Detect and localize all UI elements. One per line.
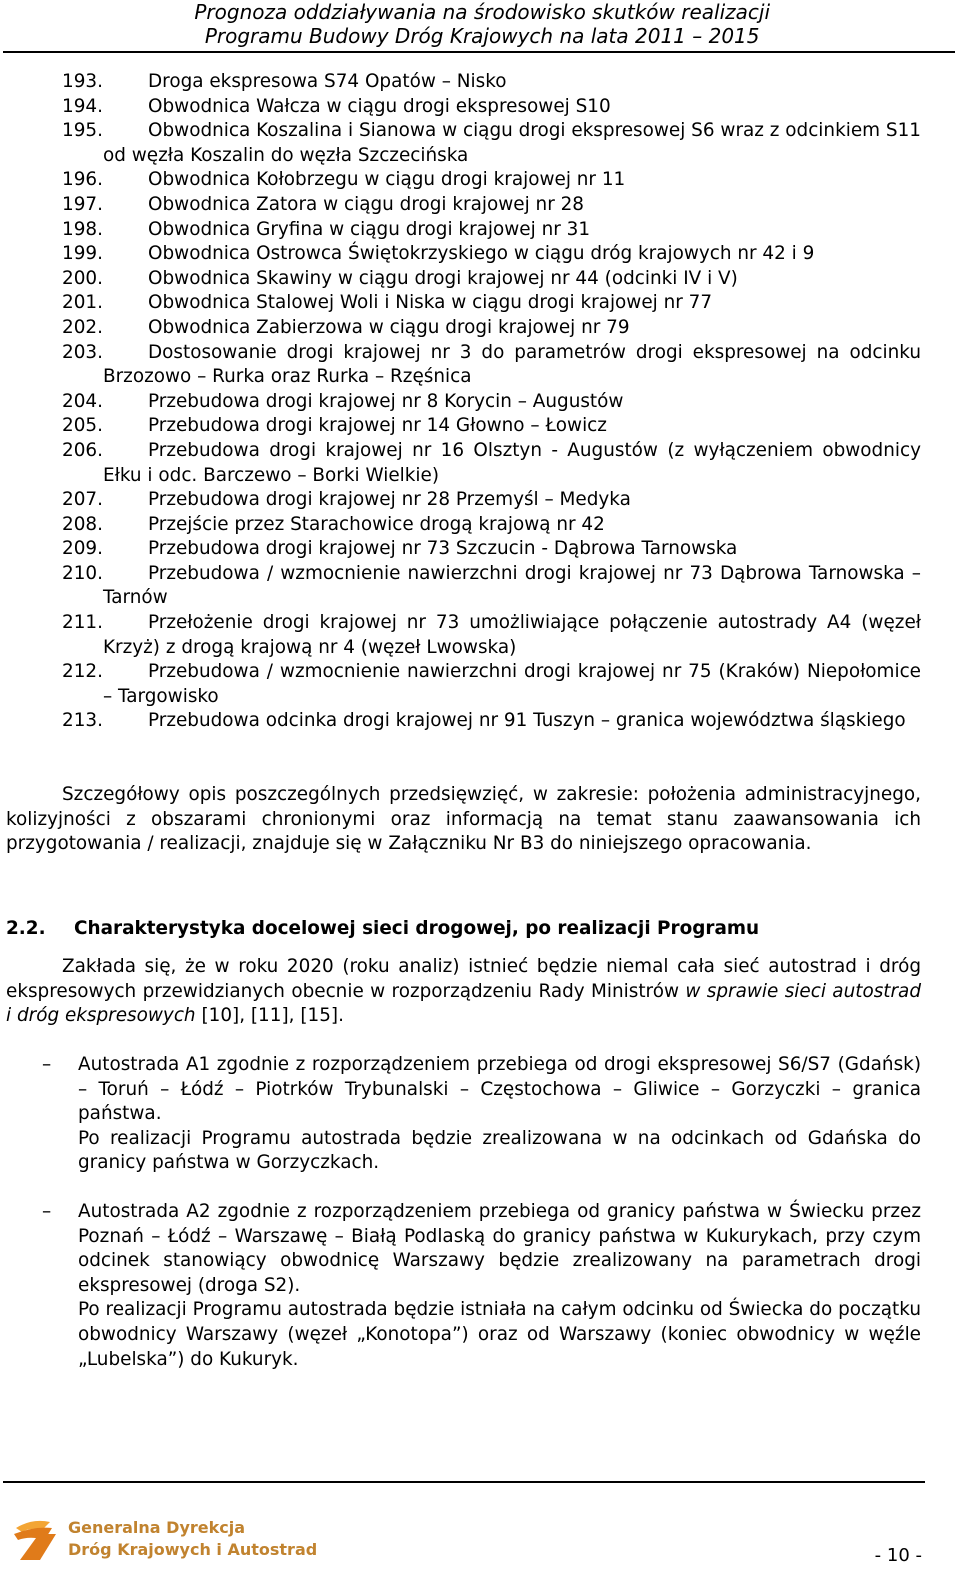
list-item-text: Obwodnica Stalowej Woli i Niska w ciągu drogi krajowej nr 77: [148, 292, 713, 314]
list-item-number: 203.: [62, 341, 103, 363]
list-item-text: Przełożenie drogi krajowej nr 73 umożliwiające połączenie autostrady A4 (węzeł Krzyż) z drogą krajową nr 4 (węzeł Lwowska): [103, 612, 921, 658]
list-item-text: Przebudowa drogi krajowej nr 16 Olsztyn - Augustów (z wyłączeniem obwodnicy Ełku i odc. Barczewo – Borki Wielkie): [103, 439, 921, 486]
footer-divider: [3, 1481, 925, 1483]
list-item: [0, 611, 921, 660]
list-item: [0, 291, 921, 316]
logo-line-1: Generalna Dyrekcja: [68, 1518, 246, 1537]
list-item: [0, 709, 921, 734]
list-item: [0, 341, 921, 390]
list-item-text: Przebudowa drogi krajowej nr 73 Szczucin - Dąbrowa Tarnowska: [148, 538, 738, 560]
section-number: 2.2.: [6, 918, 46, 939]
list-item: [0, 488, 921, 513]
summary-text: Szczegółowy opis poszczególnych przedsięwzięć, w zakresie: położenia administracyjnego, kolizyjności z obszarami chronionymi oraz informacją na temat stanu zaawansowania ich przygotowania / realizacji, znajduje się w Załączniku Nr B3 do niniejszego opracowania.: [6, 784, 921, 855]
list-item: [0, 95, 921, 120]
list-item: [0, 660, 921, 709]
list-item-number: 213.: [62, 710, 103, 732]
list-item-text: Obwodnica Skawiny w ciągu drogi krajowej nr 44 (odcinki IV i V): [148, 267, 738, 289]
header-line-2: Programu Budowy Dróg Krajowych na lata 2011 – 2015: [204, 24, 760, 48]
list-item-number: 202.: [62, 316, 103, 338]
list-item-text: Przebudowa / wzmocnienie nawierzchni drogi krajowej nr 75 (Kraków) Niepołomice – Targowisko: [103, 661, 921, 707]
list-item-number: 197.: [62, 193, 103, 215]
list-item-number: 207.: [62, 489, 103, 511]
bullet-dash: –: [42, 1201, 52, 1222]
list-item: [0, 390, 921, 415]
list-item-number: 198.: [62, 218, 103, 240]
list-item: [0, 537, 921, 562]
gddkia-logo-icon: [12, 1518, 58, 1562]
list-item-number: 201.: [62, 292, 103, 314]
list-item: [0, 242, 921, 267]
list-item-number: 211.: [62, 612, 103, 634]
list-item-number: 208.: [62, 513, 103, 535]
list-item: [0, 218, 921, 243]
list-item-number: 206.: [62, 439, 103, 461]
list-item-text: Przebudowa drogi krajowej nr 14 Głowno – Łowicz: [148, 415, 607, 437]
list-item: [0, 439, 921, 488]
list-item: [0, 316, 921, 341]
bullet-dash: –: [42, 1054, 52, 1075]
list-item-text: Obwodnica Zatora w ciągu drogi krajowej nr 28: [148, 193, 584, 215]
logo-text: [68, 1517, 317, 1561]
project-list: [0, 70, 960, 734]
list-item-number: 205.: [62, 415, 103, 437]
intro-italic: w sprawie sieci autostrad i dróg ekspresowych: [6, 980, 921, 1027]
bullet-a2-p2: Po realizacji Programu autostrada będzie istniała na całym odcinku od Świecka do początku obwodnicy Warszawy (węzeł „Konotopa”) oraz od Warszawy (koniec obwodnicy w węźle „Lubelska”) do Kukuryk.: [78, 1299, 921, 1370]
bullet-a2-p1: Autostrada A2 zgodnie z rozporządzeniem przebiega od granicy państwa w Świecku przez Poznań – Łódź – Warszawę – Białą Podlaską do granicy państwa w Kukurykach, przy czym odcinek stanowiący obwodnicę Warszawy będzie zrealizowany na parametrach drogi ekspresowej (droga S2).: [78, 1201, 921, 1296]
list-item-number: 210.: [62, 562, 103, 584]
intro-text: Zakłada się, że w roku 2020 (roku analiz) istnieć będzie niemal cała sieć autostrad i dróg ekspresowych przewidzianych obecnie w rozporządzeniu Rady Ministrów: [6, 956, 921, 1002]
list-item-number: 195.: [62, 120, 103, 142]
list-item: [0, 70, 921, 95]
list-item: [0, 193, 921, 218]
list-item-text: Przebudowa drogi krajowej nr 28 Przemyśl – Medyka: [148, 489, 631, 511]
logo-line-2: Dróg Krajowych i Autostrad: [68, 1540, 318, 1559]
list-item-text: Obwodnica Ostrowca Świętokrzyskiego w ciągu dróg krajowych nr 42 i 9: [148, 243, 815, 265]
list-item-text: Przebudowa drogi krajowej nr 8 Korycin – Augustów: [148, 390, 624, 412]
list-item-text: Obwodnica Gryfina w ciągu drogi krajowej nr 31: [148, 218, 591, 240]
summary-paragraph: [6, 783, 921, 857]
page-header: [194, 0, 770, 48]
list-item-number: 196.: [62, 169, 103, 191]
header-divider: [3, 51, 955, 53]
list-item-text: Obwodnica Zabierzowa w ciągu drogi krajowej nr 79: [148, 316, 630, 338]
list-item-text: Obwodnica Koszalina i Sianowa w ciągu drogi ekspresowej S6 wraz z odcinkiem S11 od węzła Koszalin do węzła Szczecińska: [103, 120, 921, 166]
list-item: [0, 562, 921, 611]
list-item-text: Przejście przez Starachowice drogą krajową nr 42: [148, 513, 605, 535]
section-title: Charakterystyka docelowej sieci drogowej, po realizacji Programu: [74, 918, 760, 939]
intro-paragraph: [6, 955, 921, 1029]
list-item: [0, 267, 921, 292]
list-item-number: 194.: [62, 95, 103, 117]
list-item-number: 193.: [62, 71, 103, 92]
list-item-number: 200.: [62, 267, 103, 289]
list-item-number: 204.: [62, 390, 103, 412]
list-item-number: 209.: [62, 538, 103, 560]
bullet-a1-p2: Po realizacji Programu autostrada będzie zrealizowana w na odcinkach od Gdańska do granicy państwa w Gorzyczkach.: [78, 1127, 921, 1174]
list-item-text: Przebudowa / wzmocnienie nawierzchni drogi krajowej nr 73 Dąbrowa Tarnowska – Tarnów: [103, 562, 921, 609]
section-heading: [6, 916, 759, 942]
list-item-text: Przebudowa odcinka drogi krajowej nr 91 Tuszyn – granica województwa śląskiego: [148, 710, 906, 732]
list-item-text: Dostosowanie drogi krajowej nr 3 do parametrów drogi ekspresowej na odcinku Brzozowo – Rurka oraz Rurka – Rzęśnica: [103, 341, 921, 388]
list-item-number: 212.: [62, 661, 103, 683]
list-item-text: Obwodnica Kołobrzegu w ciągu drogi krajowej nr 11: [148, 169, 626, 191]
bullet-a1-p1: Autostrada A1 zgodnie z rozporządzeniem przebiega od drogi ekspresowej S6/S7 (Gdańsk) – Toruń – Łódź – Piotrków Trybunalski – Częstochowa – Gliwice – Gorzyczki – granica państwa.: [78, 1054, 921, 1125]
list-item-text: Obwodnica Wałcza w ciągu drogi ekspresowej S10: [148, 95, 611, 117]
header-line-1: Prognoza oddziaływania na środowisko skutków realizacji: [194, 0, 770, 24]
list-item: [0, 414, 921, 439]
list-item-text: Droga ekspresowa S74 Opatów – Nisko: [148, 71, 507, 92]
list-item: [0, 119, 921, 168]
page-number: - 10 -: [874, 1545, 922, 1566]
intro-refs: [10], [11], [15].: [195, 1005, 344, 1027]
list-item: [0, 513, 921, 538]
list-item-number: 199.: [62, 243, 103, 265]
list-item: [0, 168, 921, 193]
